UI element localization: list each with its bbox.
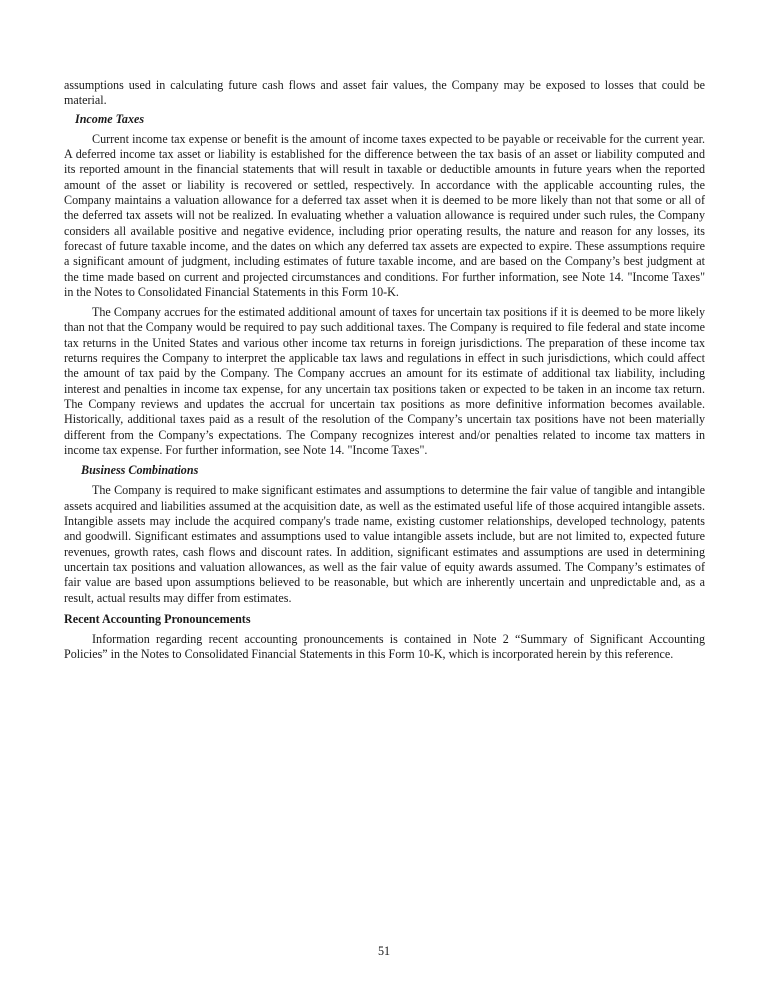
- income-taxes-paragraph-2: The Company accrues for the estimated additional amount of taxes for uncertain tax positions if it is deemed to be more likely than not that the Company would be required to pay such additional taxes. The Company is required to file federal and state income tax returns in the United States and various other income tax returns in foreign jurisdictions. The preparation of these income tax returns requires the Company to interpret the applicable tax laws and regulations in effect in such jurisdictions, which could affect the amount of tax paid by the Company. The Company accrues an amount for its estimate of additional tax liability, including interest and penalties in income tax expense, for any uncertain tax positions taken or expected to be taken in an income tax return. The Company reviews and updates the accrual for uncertain tax positions as more definitive information becomes available. Historically, additional taxes paid as a result of the resolution of the Company’s uncertain tax positions have not been materially different from the Company’s expectations. The Company recognizes interest and/or penalties related to income tax matters in income tax expense. For further information, see Note 14. "Income Taxes".: [64, 305, 705, 457]
- recent-accounting-heading: Recent Accounting Pronouncements: [64, 611, 251, 626]
- recent-accounting-paragraph: Information regarding recent accounting pronouncements is contained in Note 2 “Summary of Significant Accounting Policies” in the Notes to Consolidated Financial Statements in this Form 10-K, which is incorporated herein by this reference.: [64, 632, 705, 662]
- business-combinations-heading: Business Combinations: [81, 463, 199, 478]
- page-number: 51: [377, 944, 391, 958]
- intro-paragraph: assumptions used in calculating future cash flows and asset fair values, the Company may be exposed to losses that could be material.: [64, 78, 705, 108]
- income-taxes-heading: Income Taxes: [75, 111, 145, 126]
- document-page: [64, 78, 705, 663]
- income-taxes-paragraph-1: Current income tax expense or benefit is the amount of income taxes expected to be payable or receivable for the current year. A deferred income tax asset or liability is established for the difference between the tax basis of an asset or liability computed and its reported amount in the financial statements that will result in taxable or deductible amounts in future years when the reported amount of the asset or liability is recovered or settled, respectively. In accordance with the applicable accounting rules, the Company maintains a valuation allowance for a deferred tax asset when it is deemed to be more likely than not that some or all of the deferred tax assets will not be realized. In evaluating whether a valuation allowance is required under such rules, the Company considers all available positive and negative evidence, including prior operating results, the nature and reason for any losses, its forecast of future taxable income, and the dates on which any deferred tax assets are expected to expire. These assumptions require a significant amount of judgment, including estimates of future taxable income, and are based on the Company’s best judgment at the time made based on current and projected circumstances and conditions. For further information, see Note 14. "Income Taxes" in the Notes to Consolidated Financial Statements in this Form 10-K.: [64, 131, 705, 299]
- business-combinations-paragraph: The Company is required to make significant estimates and assumptions to determine the fair value of tangible and intangible assets acquired and liabilities assumed at the acquisition date, as well as the estimated useful life of those acquired intangible assets. Intangible assets may include the acquired company's trade name, existing customer relationships, developed technology, patents and goodwill. Significant estimates and assumptions used to value intangible assets include, but are not limited to, expected future revenues, growth rates, cash flows and discount rates. In addition, significant estimates and assumptions are used in determining uncertain tax positions and valuation allowances, as well as the fair value of equity awards assumed. The Company’s estimates of fair value are based upon assumptions believed to be reasonable, but which are inherently uncertain and unpredictable and, as a result, actual results may differ from estimates.: [64, 483, 705, 605]
